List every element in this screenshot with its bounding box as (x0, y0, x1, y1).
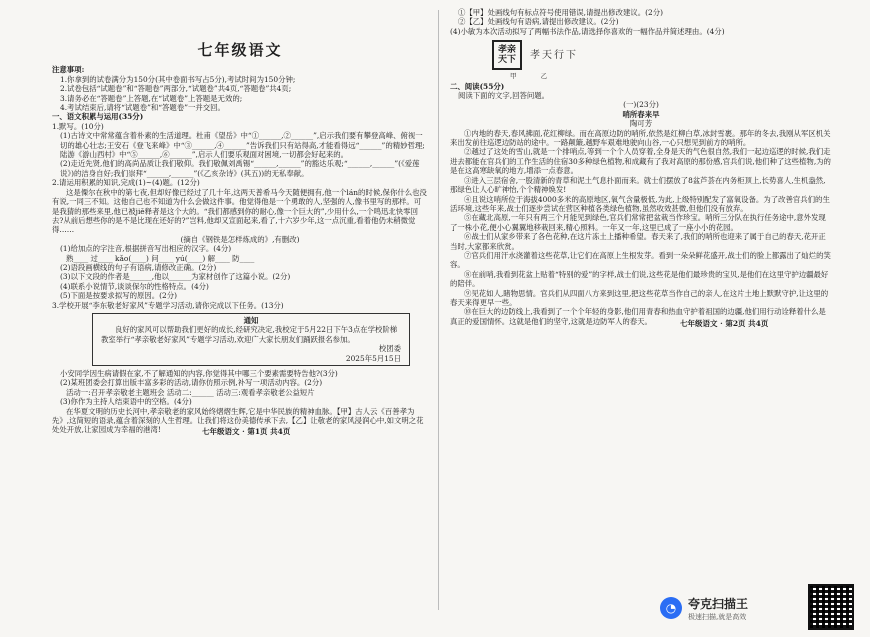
passage-author: 陶可芳 (629, 119, 653, 129)
calligraphy-works (492, 40, 832, 70)
calligraphy-b-art: 孝天行下 (530, 49, 578, 61)
reading-instruction: 阅读下面的文字,回答问题。 (458, 91, 550, 101)
note-item: 4.考试结束后,请将“试题卷”和“答题卷”一并交回。 (60, 103, 225, 113)
qr-code-icon (808, 584, 854, 630)
notice-body: 良好的家风可以帮助我们更好的成长,经研究决定,我校定于5月22日下午3点在学校阶梯教室举行“孝亲敬老好家风”专题学习活动,欢迎广大家长朋友们踊跃报名参加。 (101, 325, 398, 344)
notice-box (92, 313, 410, 366)
note-item: 1.你拿到的试卷满分为150分(其中卷面书写占5分),考试时间为150分钟; (60, 74, 296, 84)
calligraphy-a-art: 孝亲天下 (492, 40, 522, 70)
revise-1: ①【甲】处画线句有标点符号使用错误,请提出修改建议。(2分) (458, 8, 663, 17)
scanner-logo-icon: ◔ (660, 597, 682, 619)
question-3-1: 小安同学因生病请假在家,不了解通知的内容,你觉得其中哪三个要素需要特告他?(3分) (60, 369, 338, 378)
question-1: 1.默写。(10分) (52, 121, 104, 131)
question-3-4: (4)小敏为本次活动拟写了两幅书法作品,请选择你喜欢的一幅作品并简述理由。(4分) (450, 26, 725, 36)
passage-source: (摘自《钢铁是怎样炼成的》,有删改) (180, 234, 300, 244)
exam-title: 七年级语文 (197, 41, 283, 59)
question-2-4: (4)联系小说情节,谈谈保尔的性格特点。(4分) (60, 281, 209, 291)
passage-paragraph: ②越过了这处的雪山,就是一个排哨点,等到一个个人员穿着,全身是天的气色很自然,我们一起边巡逻的时候,我们走进去都能在官兵们的工作生活的住宿30多种绿色植物,和成藏有了我对高原的那份感,官兵们说,他们种了这些植物,为的是在这高寒缺氧的地方,增添一点春意。 (450, 147, 831, 176)
passage-title: 哨所春来早 (622, 109, 660, 119)
scanner-tagline: 极速扫描,就是高效 (688, 612, 747, 621)
passage-number: (一)(23分) (623, 100, 659, 110)
notice-date: 2025年5月15日 (345, 353, 401, 363)
question-2-1: (1)给加点的字注音,根据拼音写出相应的汉字。(4分) (60, 244, 232, 254)
notes-header: 注意事项: (52, 65, 85, 75)
passage-paragraph: ⑨见花如人,睹物思情。官兵们从四面八方来到这里,把这些花草当作自己的亲人,在这片土地上默默守护,让这里的春天来得更早一些。 (450, 288, 829, 307)
calligraphy-b-label: 乙 (540, 72, 548, 81)
revise-2: ②【乙】处画线句有语病,请提出修改建议。(2分) (458, 17, 619, 27)
scanner-watermark (660, 585, 800, 631)
section-heading: 二、阅读(55分) (450, 81, 505, 91)
page-1 (52, 8, 428, 435)
passage-paragraph: ⑤在藏北高原,一年只有两三个月能见到绿色,官兵们常常把盆栽当作珍宝。哨所三分队在执行任务途中,意外发现了一株小花,便小心翼翼地移栽回来,精心照料。一年又一年,这里已成了一座小小的花园。 (450, 213, 826, 232)
passage-paragraph: ④且说这哨所位于海拔4000多米的高原地区,氧气含量极低,为此,上级特别配发了富氧设备。为了改善官兵们的生活环境,这些年来,战士们逐步尝试在营区种植各类绿色植物,虽然收效甚微,但他们没有放弃。 (450, 194, 830, 213)
passage-paragraph: ①内地的春天,春风拂面,花红柳绿。而在高原边防的哨所,依然是红柳白草,冰封雪裹。那年的冬去,我刚从军区机关来出发前往巡逻边防站的途中。一路颠簸,越野车艰难地驶向山谷,一心只想见到前方的哨所。 (450, 128, 831, 148)
question-2-5: (5)下面是按要求拟写的原因。(2分) (60, 291, 178, 301)
host-speech: 在华夏文明的历史长河中,孝亲敬老的家风始终熠熠生辉,它是中华民族的精神血脉。【甲】古人云《百善孝为先》,这简短的语录,蕴含着深刻的人生哲理。让我们将这份美德传承下去,【乙】让敬老的家风浸润心中,如文明之花处处开放,让家园成为幸福的港湾! (52, 406, 424, 435)
passage-paragraph: ⑧在前哨,我看到花盆上贴着“特别的爱”的字样,战士们说,这些花是他们最珍贵的宝贝,是他们在这里守护边疆最好的陪伴。 (450, 269, 829, 289)
page-1-footer: 七年级语文 · 第1页 共4页 (202, 427, 291, 437)
question-2: 2.请运用积累的知识,完成(1)~(4)题。(12分) (52, 178, 200, 188)
question-1-1: (1)古诗文中常常蕴含着朴素的生活道理。杜甫《望岳》中“①______,②______”,启示我们要有攀登高峰、俯视一切的雄心壮志;王安石《登飞来峰》中“③______,④______”告诉我们只有站得高,才能看得远“______”的精妙哲理;陆游《游山西村》中“⑤______,⑥______”,启示人们要乐观面对困境,一切都会好起来的。 (60, 131, 425, 160)
question-2-2: (2)语段画横线的句子有语病,请修改正确。(2分) (60, 262, 217, 272)
page-divider (438, 10, 439, 610)
passage-text: 这是傈尔在秋中的第七夜,但却好像已经过了几十年,这两天普希马今天随便拥有,他一个lán的时候,保你什么也没有说,一同三不知。这他自己也不知道为什么会做这件事。他觉得他是一个勇敢的人,坚强的人,像书里写的那样。可是我猜的那些来里,他已被jiě释者是这个大的。“我们都感到你的耐心,像一个巨大的”,少用什么,一个鸣迅北快零回去?从前后想些你的是不是比现在还好的?”岂料,他却又宣面起来,看了,十六岁少年,这一点沉重,看着他仍未稍微觉得…… (52, 187, 427, 235)
passage-paragraph: ⑥战士们从家乡带来了各色花种,在这片冻土上播种希望。春天来了,我们的哨所也迎来了属于自己的春天,花开正当时,大家都来欣赏。 (450, 232, 826, 251)
section-heading: 一、语文积累与运用(35分) (52, 112, 144, 122)
pinyin-items: 熟____ 过____ kǎo(____) 问____ yú(____) 解____ 防____ (66, 253, 255, 263)
passage-paragraph: ⑩在巨大的边防线上,我看到了一个个年轻的身影,他们用青春和热血守护着祖国的边疆,他们用行动诠释着什么是真正的爱国情怀。这就是他们的坚守,这就是边防军人的春天。 (450, 307, 826, 326)
page-2 (450, 8, 832, 326)
page-2-footer: 七年级语文 · 第2页 共4页 (680, 318, 769, 328)
question-3-3: (3)你作为主持人结束语中的空格。(4分) (60, 397, 192, 407)
scanner-name: 夸克扫描王 (688, 596, 749, 611)
activity-example: 活动一:召开孝亲敬老主题班会 活动二:______ 活动三:观看孝亲敬老公益短片 (66, 387, 315, 397)
note-item: 2.试卷包括“试题卷”和“答题卷”两部分,“试题卷”共4页,“答题卷”共4页; (60, 84, 292, 94)
calligraphy-a-label: 甲 (510, 72, 517, 81)
calligraphy-labels (510, 72, 832, 81)
passage-paragraph: ⑦官兵们用汗水浇灌着这些花草,让它们在高原上生根发芽。看到一朵朵鲜花盛开,战士们的脸上都露出了灿烂的笑容。 (450, 250, 831, 270)
question-3: 3.学校开展“李东敬老好家风”专题学习活动,请你完成以下任务。(13分) (52, 300, 284, 310)
notice-title: 通知 (243, 315, 259, 325)
notice-sign: 校团委 (378, 344, 401, 354)
question-3-2: (2)某班团委会打算出版丰富多彩的活动,请你仿照示例,补写一项活动内容。(2分) (60, 378, 323, 388)
question-2-3: (3)以下文段的作者是______,他以______为家材创作了这篇小说。(2分) (60, 272, 291, 282)
passage-paragraph: ③进入三层宿舍,一股清新的青草和泥土气息扑面而来。就士们摆放了8盆芦荟在内务柜顶上,长势喜人,生机盎然,那绿色让人心旷神怡,个个精神焕发! (450, 175, 826, 195)
question-1-2: (2)走近先贤,他们的高尚品质让我们敬仰。我们敬佩刘禹锡“______,______”的豁达乐观;“______,______”(《爱莲说》)的洁身自好;我们崇拜“______,______”(《乙亥杂诗》(其五))的无私奉献。 (60, 159, 420, 178)
note-item: 3.请务必在“答题卷”上答题,在“试题卷”上答题是无效的; (60, 93, 243, 103)
